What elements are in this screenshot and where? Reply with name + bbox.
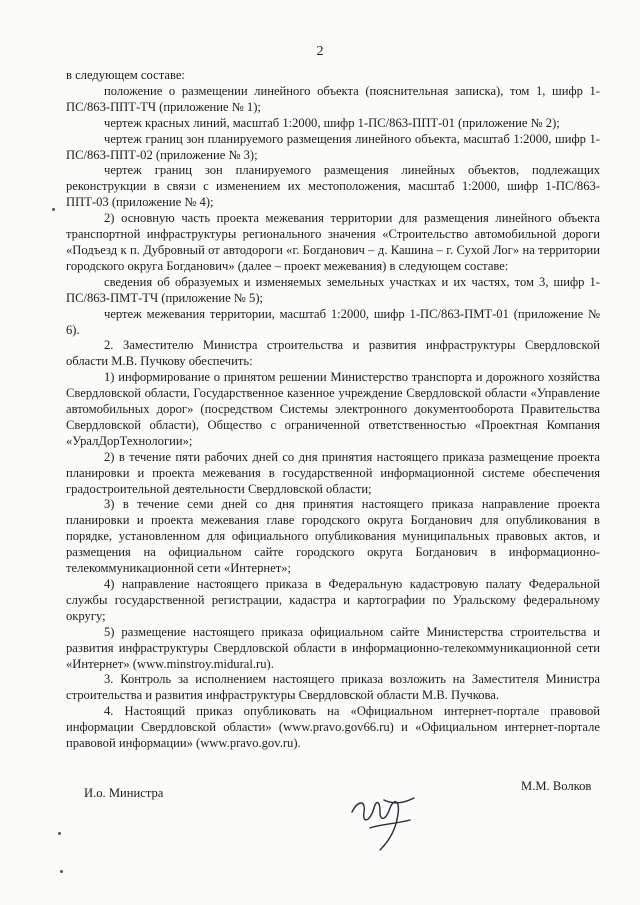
handwritten-signature xyxy=(340,778,430,858)
paragraph-item: 4) направление настоящего приказа в Федеральную кадастровую палату Федеральной службы государственной регистрации, кадастра и картографии по Уральскому федеральному округу; xyxy=(66,577,600,623)
paragraph-item: чертеж границ зон планируемого размещения линейного объекта, масштаб 1:2000, шифр 1-ПС/863-ППТ-02 (приложение № 3); xyxy=(66,131,600,162)
scan-speck xyxy=(58,832,61,835)
paragraph-item: 1) информирование о принятом решении Министерство транспорта и дорожного хозяйства Свердловской области, Государственное казенное учреждение Свердловской области «Управление автомобильных дорог» (посредством Системы электронного документооборота Правительства Свердловской области), Общество с ограниченной ответственностью «Проектная Компания «УралДорТехнологии»; xyxy=(66,370,600,448)
paragraph-item: 2) в течение пяти рабочих дней со дня принятия настоящего приказа размещение проекта планировки и проекта межевания в государственной информационной системе обеспечения градостроительной деятельности Свердловской области; xyxy=(66,449,600,496)
paragraph-item: 3) в течение семи дней со дня принятия настоящего приказа направление проекта планировки и проекта межевания главе городского округа Богданович для опубликования в порядке, установленном для официального опубликования муниципальных правовых актов, и размещения на официальном сайте городского округа Богданович в информационно-телекоммуникационной сети «Интернет»; xyxy=(66,497,600,576)
paragraph-item: положение о размещении линейного объекта (пояснительная записка), том 1, шифр 1-ПС/863-ППТ-ТЧ (приложение № 1); xyxy=(66,83,600,114)
document-body xyxy=(66,68,600,752)
scan-speck xyxy=(52,208,55,211)
scan-speck xyxy=(60,870,63,873)
paragraph-item: чертеж красных линий, масштаб 1:2000, шифр 1-ПС/863-ППТ-01 (приложение № 2); xyxy=(104,115,560,130)
paragraph-item: чертеж межевания территории, масштаб 1:2000, шифр 1-ПС/863-ПМТ-01 (приложение № 6). xyxy=(66,306,600,337)
paragraph-item: 2) основную часть проекта межевания территории для размещения линейного объекта транспортной инфраструктуры регионального значения «Строительство автомобильной дороги «Подъезд к п. Дубровный от автодороги «г. Богданович – д. Кашина – г. Сухой Лог» на территории городского округа Богданович» (далее – проект межевания) в следующем составе: xyxy=(66,211,600,273)
paragraph-item: 4. Настоящий приказ опубликовать на «Официальном интернет-портале правовой информации Свердловской области» (www.pravo.gov66.ru) и «Официальном интернет-портале правовой информации» (www.pravo.gov.ru). xyxy=(66,704,600,751)
paragraph-item: 3. Контроль за исполнением настоящего приказа возложить на Заместителя Министра строительства и развития инфраструктуры Свердловской области М.В. Пучкова. xyxy=(66,672,600,703)
page-number: 2 xyxy=(316,44,324,59)
paragraph-intro: в следующем составе: xyxy=(66,68,185,82)
paragraph-item: чертеж границ зон планируемого размещения линейных объектов, подлежащих реконструкции в связи с изменением их местоположения, масштаб 1:2000, шифр 1-ПС/863-ППТ-03 (приложение № 4); xyxy=(66,163,600,210)
paragraph-item: сведения об образуемых и изменяемых земельных участках и их частях, том 3, шифр 1-ПС/863-ПМТ-ТЧ (приложение № 5); xyxy=(66,274,600,305)
paragraph-item: 2. Заместителю Министра строительства и развития инфраструктуры Свердловской области М.В. Пучкову обеспечить: xyxy=(66,338,600,369)
signatory-name: М.М. Волков xyxy=(521,779,592,793)
paragraph-item: 5) размещение настоящего приказа официальном сайте Министерства строительства и развития инфраструктуры Свердловской области в информационно-телекоммуникационной сети «Интернет» (www.minstroy.midural.ru). xyxy=(66,624,600,671)
signatory-role: И.о. Министра xyxy=(84,786,164,800)
